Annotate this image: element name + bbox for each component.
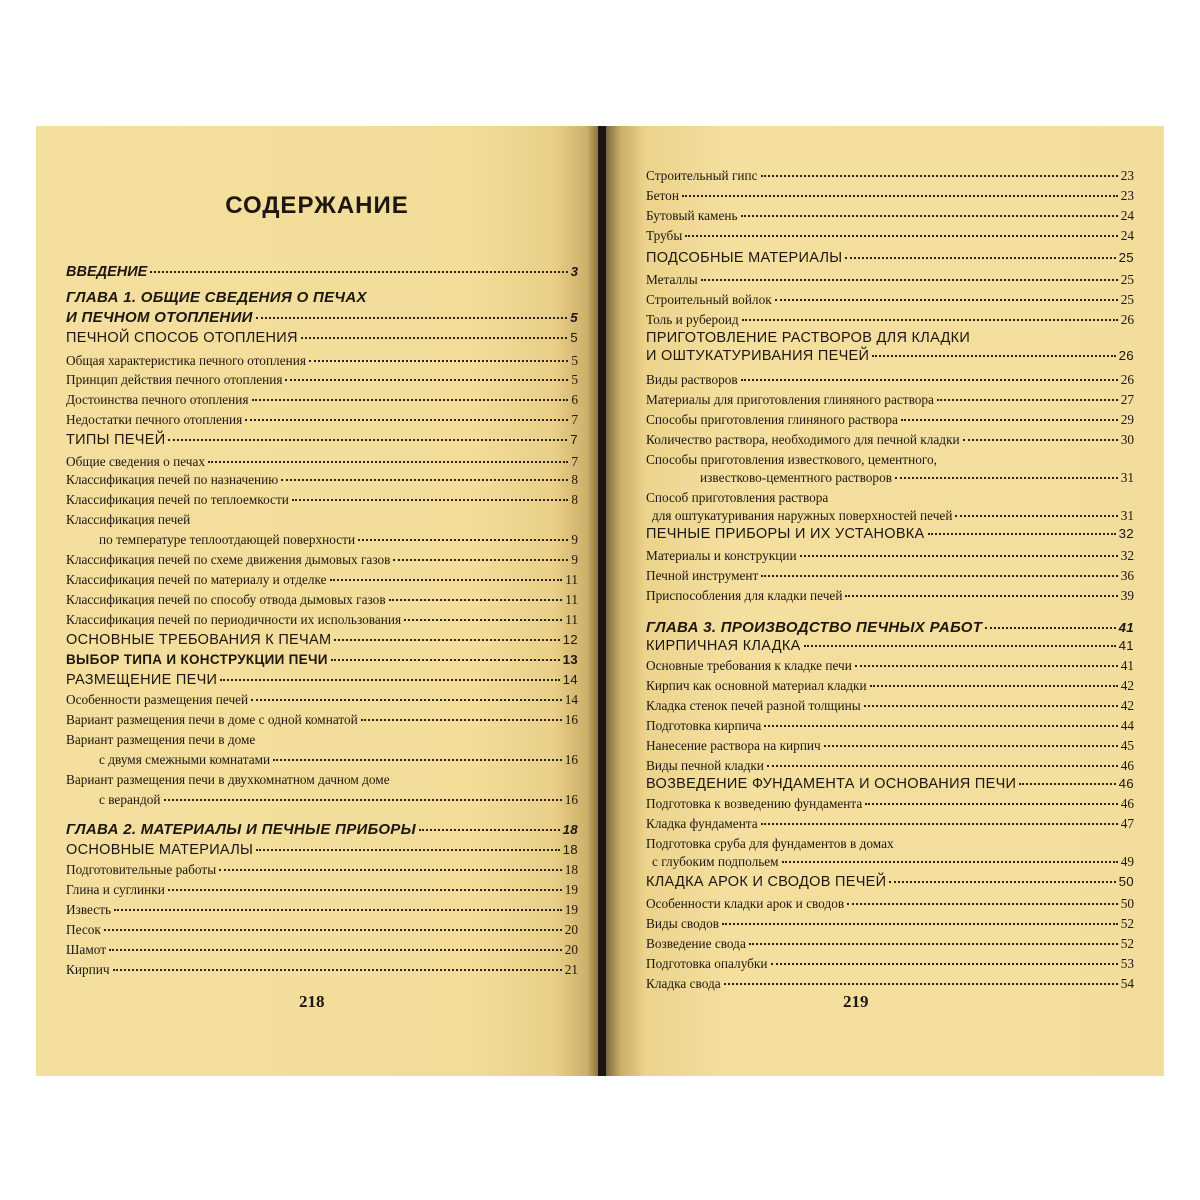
toc-entry-title: И ОШТУКАТУРИВАНИЯ ПЕЧЕЙ [646, 348, 870, 364]
toc-entry-page: 5 [571, 372, 578, 387]
dot-leader [722, 923, 1118, 925]
toc-entry-title: Строительный войлок [646, 292, 772, 307]
dot-leader [252, 399, 569, 401]
toc-entry-title: Виды растворов [646, 372, 738, 387]
toc-entry-title: Материалы и конструкции [646, 548, 797, 563]
toc-entry[interactable] [646, 348, 1134, 364]
toc-entry-page: 50 [1120, 896, 1134, 911]
toc-entry[interactable] [646, 976, 1134, 992]
dot-leader [331, 659, 560, 661]
toc-entry-title: Классификация печей по назначению [66, 472, 279, 487]
toc-entry-page: 24 [1120, 208, 1134, 223]
toc-entry[interactable] [646, 372, 1134, 388]
dot-leader [309, 360, 568, 362]
right-page-number: 219 [843, 992, 869, 1011]
toc-entry[interactable] [66, 712, 578, 728]
toc-entry[interactable] [646, 250, 1134, 266]
toc-entry-line: Способы приготовления известкового, цементного, [646, 452, 937, 467]
dot-leader [285, 379, 568, 381]
toc-entry-page: 31 [1120, 470, 1134, 485]
dot-leader [771, 963, 1118, 965]
toc-entry-page: 8 [571, 472, 578, 487]
dot-leader [855, 665, 1118, 667]
toc-entry-title: Кирпич [66, 962, 110, 977]
toc-entry[interactable] [646, 620, 1134, 636]
toc-entry[interactable] [66, 592, 578, 608]
dot-leader [358, 539, 568, 541]
toc-entry-page: 29 [1120, 412, 1134, 427]
toc-entry-page: 25 [1120, 272, 1134, 287]
dot-leader [889, 881, 1115, 883]
toc-entry[interactable] [646, 758, 1134, 774]
toc-entry-line: Вариант размещения печи в двухкомнатном дачном доме [66, 772, 390, 787]
toc-entry[interactable] [646, 658, 1134, 674]
toc-entry-page: 47 [1120, 816, 1134, 831]
toc-entry-page: 36 [1120, 568, 1134, 583]
toc-entry-title: ПОДСОБНЫЕ МАТЕРИАЛЫ [646, 250, 843, 266]
toc-entry[interactable] [66, 842, 578, 858]
toc-entry[interactable] [646, 526, 1134, 542]
dot-leader [775, 299, 1118, 301]
toc-entry-page: 46 [1120, 758, 1134, 773]
toc-entry[interactable] [652, 508, 1134, 524]
dot-leader [1019, 783, 1115, 785]
toc-entry-title: ГЛАВА 2. МАТЕРИАЛЫ И ПЕЧНЫЕ ПРИБОРЫ [66, 821, 416, 838]
toc-entry-title: Толь и рубероид [646, 312, 739, 327]
toc-entry[interactable] [66, 454, 578, 470]
toc-entry-title: Нанесение раствора на кирпич [646, 738, 821, 753]
toc-entry-title: Классификация печей по теплоемкости [66, 492, 289, 507]
dot-leader [330, 579, 563, 581]
toc-entry-page: 19 [564, 882, 578, 897]
toc-entry-title: Особенности размещения печей [66, 692, 249, 707]
toc-entry-page: 27 [1120, 392, 1134, 407]
toc-entry-title: ГЛАВА 3. ПРОИЗВОДСТВО ПЕЧНЫХ РАБОТ [646, 619, 983, 636]
toc-entry-page: 9 [571, 552, 578, 567]
dot-leader [741, 215, 1118, 217]
toc-entry[interactable] [66, 392, 578, 408]
dot-leader [389, 599, 563, 601]
toc-entry-title: РАЗМЕЩЕНИЕ ПЕЧИ [66, 672, 218, 688]
toc-entry-page: 7 [570, 432, 578, 447]
dot-leader [113, 969, 562, 971]
toc-entry[interactable] [66, 552, 578, 568]
toc-entry[interactable] [646, 738, 1134, 754]
toc-entry[interactable] [646, 208, 1134, 224]
dot-leader [220, 679, 559, 681]
dot-leader [245, 419, 568, 421]
dot-leader [393, 559, 568, 561]
toc-entry-title: Количество раствора, необходимого для печной кладки [646, 432, 960, 447]
toc-entry-page: 25 [1118, 250, 1134, 265]
dot-leader [872, 355, 1115, 357]
toc-entry[interactable] [646, 568, 1134, 584]
dot-leader [901, 419, 1118, 421]
toc-entry-title: Кирпич как основной материал кладки [646, 678, 867, 693]
dot-leader [764, 725, 1117, 727]
toc-entry[interactable] [646, 956, 1134, 972]
dot-leader [845, 595, 1117, 597]
toc-entry-page: 45 [1120, 738, 1134, 753]
toc-entry-title: Классификация печей по способу отвода дымовых газов [66, 592, 386, 607]
toc-entry-page: 49 [1120, 854, 1134, 869]
toc-entry[interactable] [99, 752, 578, 768]
toc-entry[interactable] [646, 412, 1134, 428]
toc-entry-page: 52 [1120, 936, 1134, 951]
toc-entry-page: 18 [562, 842, 578, 857]
toc-entry-page: 54 [1120, 976, 1134, 991]
toc-entry-title: Подготовка опалубки [646, 956, 768, 971]
left-page [36, 126, 598, 1076]
toc-entry-title: КИРПИЧНАЯ КЛАДКА [646, 638, 801, 654]
dot-leader [761, 823, 1118, 825]
toc-entry[interactable] [652, 854, 1134, 870]
toc-entry[interactable] [99, 532, 578, 548]
toc-entry-page: 26 [1120, 372, 1134, 387]
toc-entry-title: Способы приготовления глиняного раствора [646, 412, 898, 427]
dot-leader [742, 319, 1118, 321]
dot-leader [864, 705, 1118, 707]
toc-entry[interactable] [646, 896, 1134, 912]
toc-entry[interactable] [66, 692, 578, 708]
toc-entry[interactable] [646, 796, 1134, 812]
toc-entry-title: Материалы для приготовления глиняного раствора [646, 392, 934, 407]
toc-entry[interactable] [646, 874, 1134, 890]
toc-entry[interactable] [646, 698, 1134, 714]
dot-leader [219, 869, 562, 871]
toc-entry-title: по температуре теплоотдающей поверхности [99, 532, 356, 547]
toc-entry[interactable] [66, 902, 578, 918]
toc-entry-page: 7 [571, 412, 578, 427]
toc-entry-title: ВОЗВЕДЕНИЕ ФУНДАМЕНТА И ОСНОВАНИЯ ПЕЧИ [646, 776, 1017, 792]
toc-entry-page: 32 [1118, 526, 1134, 541]
toc-entry[interactable] [66, 264, 578, 280]
toc-entry[interactable] [66, 492, 578, 508]
toc-entry-title: Глина и суглинки [66, 882, 165, 897]
left-page-number: 218 [299, 992, 325, 1011]
toc-entry[interactable] [66, 310, 578, 326]
toc-entry-title: для оштукатуривания наружных поверхностей печей [652, 508, 953, 523]
toc-entry-title: Кладка свода [646, 976, 721, 991]
toc-entry[interactable] [66, 652, 578, 668]
toc-entry[interactable] [646, 588, 1134, 604]
toc-entry-page: 52 [1120, 916, 1134, 931]
toc-title: СОДЕРЖАНИЕ [225, 192, 409, 219]
toc-entry-page: 12 [562, 632, 578, 647]
toc-entry-page: 5 [570, 310, 578, 325]
dot-leader [292, 499, 568, 501]
toc-entry[interactable] [66, 472, 578, 488]
toc-entry-page: 16 [564, 752, 578, 767]
toc-entry-title: Приспособления для кладки печей [646, 588, 843, 603]
toc-entry-page: 20 [564, 922, 578, 937]
dot-leader [824, 745, 1118, 747]
dot-leader [168, 439, 567, 441]
toc-entry-title: ВЫБОР ТИПА И КОНСТРУКЦИИ ПЕЧИ [66, 652, 328, 667]
toc-entry[interactable] [646, 718, 1134, 734]
toc-entry-title: ОСНОВНЫЕ ТРЕБОВАНИЯ К ПЕЧАМ [66, 632, 332, 648]
toc-entry-title: Возведение свода [646, 936, 746, 951]
toc-entry-page: 21 [564, 962, 578, 977]
toc-entry-title: ПЕЧНОЙ СПОСОБ ОТОПЛЕНИЯ [66, 330, 298, 346]
toc-entry-page: 26 [1120, 312, 1134, 327]
toc-entry[interactable] [646, 292, 1134, 308]
toc-entry-title: Недостатки печного отопления [66, 412, 243, 427]
toc-entry-title: Классификация печей по материалу и отделке [66, 572, 327, 587]
toc-entry-page: 26 [1118, 348, 1134, 363]
toc-entry-page: 3 [570, 264, 578, 279]
dot-leader [281, 479, 568, 481]
dot-leader [208, 461, 568, 463]
dot-leader [741, 379, 1118, 381]
toc-entry[interactable] [646, 638, 1134, 654]
dot-leader [419, 829, 560, 831]
toc-entry-page: 32 [1120, 548, 1134, 563]
toc-entry-title: Строительный гипс [646, 168, 758, 183]
toc-entry-line: Способ приготовления раствора [646, 490, 829, 505]
dot-leader [361, 719, 562, 721]
toc-entry-title: Особенности кладки арок и сводов [646, 896, 845, 911]
toc-entry[interactable] [66, 672, 578, 688]
toc-entry-title: Классификация печей по периодичности их использования [66, 612, 402, 627]
dot-leader [682, 195, 1118, 197]
toc-entry-title: Классификация печей по схеме движения дымовых газов [66, 552, 391, 567]
open-book [36, 126, 1164, 1076]
toc-entry-title: ВВЕДЕНИЕ [66, 264, 148, 280]
dot-leader [164, 799, 562, 801]
toc-entry-title: Вариант размещения печи в доме с одной комнатой [66, 712, 358, 727]
dot-leader [804, 645, 1116, 647]
toc-entry-title: Виды печной кладки [646, 758, 764, 773]
toc-entry-page: 16 [564, 792, 578, 807]
toc-entry[interactable] [646, 916, 1134, 932]
toc-entry-page: 11 [565, 612, 578, 627]
toc-entry[interactable] [66, 882, 578, 898]
toc-entry-title: Шамот [66, 942, 107, 957]
toc-entry-title: КЛАДКА АРОК И СВОДОВ ПЕЧЕЙ [646, 874, 887, 890]
toc-entry[interactable] [646, 392, 1134, 408]
dot-leader [109, 949, 562, 951]
dot-leader [865, 803, 1117, 805]
toc-entry-line: Подготовка сруба для фундаментов в домах [646, 836, 894, 851]
toc-entry-title: Кладка фундамента [646, 816, 758, 831]
dot-leader [273, 759, 562, 761]
toc-entry-page: 14 [564, 692, 578, 707]
toc-entry-title: Подготовка кирпича [646, 718, 762, 733]
toc-entry[interactable] [66, 372, 578, 388]
dot-leader [749, 943, 1118, 945]
toc-entry-page: 23 [1120, 168, 1134, 183]
dot-leader [782, 861, 1118, 863]
toc-entry-page: 41 [1118, 638, 1134, 653]
toc-entry-title: И ПЕЧНОМ ОТОПЛЕНИИ [66, 309, 253, 326]
dot-leader [870, 685, 1118, 687]
toc-entry-page: 41 [1120, 658, 1134, 673]
toc-entry[interactable] [66, 962, 578, 978]
toc-entry-title: Кладка стенок печей разной толщины [646, 698, 861, 713]
toc-entry-title: Принцип действия печного отопления [66, 372, 283, 387]
dot-leader [767, 765, 1118, 767]
toc-entry[interactable] [646, 432, 1134, 448]
toc-entry-page: 6 [571, 392, 578, 407]
toc-entry-page: 31 [1120, 508, 1134, 523]
toc-entry-page: 46 [1120, 796, 1134, 811]
dot-leader [985, 627, 1115, 629]
dot-leader [104, 929, 562, 931]
toc-entry[interactable] [646, 168, 1134, 184]
toc-entry-page: 16 [564, 712, 578, 727]
dot-leader [847, 903, 1118, 905]
toc-entry[interactable] [66, 330, 578, 346]
dot-leader [724, 983, 1118, 985]
toc-entry[interactable] [66, 942, 578, 958]
toc-entry[interactable] [66, 922, 578, 938]
toc-entry-title: известково-цементного растворов [700, 470, 893, 485]
toc-entry-page: 7 [571, 454, 578, 469]
toc-entry[interactable] [646, 936, 1134, 952]
dot-leader [150, 271, 567, 273]
toc-entry-page: 46 [1118, 776, 1134, 791]
toc-entry-page: 8 [571, 492, 578, 507]
toc-entry-page: 50 [1118, 874, 1134, 889]
toc-entry-title: ТИПЫ ПЕЧЕЙ [66, 432, 166, 448]
dot-leader [685, 235, 1117, 237]
toc-entry[interactable] [66, 353, 578, 369]
toc-entry-page: 9 [571, 532, 578, 547]
toc-entry-title: Трубы [646, 228, 683, 243]
toc-entry[interactable] [646, 816, 1134, 832]
toc-entry-page: 23 [1120, 188, 1134, 203]
toc-entry[interactable] [646, 678, 1134, 694]
right-page [606, 126, 1164, 1076]
toc-entry-title: ОСНОВНЫЕ МАТЕРИАЛЫ [66, 842, 254, 858]
toc-entry-page: 11 [565, 572, 578, 587]
dot-leader [301, 337, 568, 339]
toc-entry-title: Бутовый камень [646, 208, 738, 223]
dot-leader [334, 639, 559, 641]
dot-leader [701, 279, 1118, 281]
toc-entry-title: с глубоким подпольем [652, 854, 779, 869]
toc-entry-line: Классификация печей [66, 512, 191, 527]
dot-leader [114, 909, 562, 911]
dot-leader [895, 477, 1118, 479]
toc-entry-page: 18 [562, 822, 578, 837]
dot-leader [761, 575, 1117, 577]
toc-entry[interactable] [646, 272, 1134, 288]
toc-entry[interactable] [99, 792, 578, 808]
toc-entry-page: 39 [1120, 588, 1134, 603]
toc-entry-page: 5 [570, 330, 578, 345]
toc-entry-title: Достоинства печного отопления [66, 392, 249, 407]
dot-leader [251, 699, 562, 701]
toc-entry-page: 42 [1120, 698, 1134, 713]
toc-entry[interactable] [646, 188, 1134, 204]
dot-leader [800, 555, 1118, 557]
toc-entry-title: Подготовительные работы [66, 862, 217, 877]
toc-entry-title: с двумя смежными комнатами [99, 752, 271, 767]
toc-entry[interactable] [66, 612, 578, 628]
toc-entry-title: Общие сведения о печах [66, 454, 206, 469]
dot-leader [937, 399, 1118, 401]
toc-entry[interactable] [66, 432, 578, 448]
toc-entry[interactable] [66, 862, 578, 878]
toc-entry[interactable] [66, 412, 578, 428]
dot-leader [845, 257, 1115, 259]
dot-leader [168, 889, 562, 891]
toc-entry-title: Виды сводов [646, 916, 720, 931]
dot-leader [404, 619, 562, 621]
toc-entry-title: Печной инструмент [646, 568, 759, 583]
toc-entry-page: 41 [1118, 620, 1134, 635]
toc-entry-page: 42 [1120, 678, 1134, 693]
toc-entry[interactable] [646, 312, 1134, 328]
toc-entry-page: 30 [1120, 432, 1134, 447]
toc-entry[interactable] [646, 776, 1134, 792]
toc-entry-line: ПРИГОТОВЛЕНИЕ РАСТВОРОВ ДЛЯ КЛАДКИ [646, 330, 971, 346]
toc-entry[interactable] [66, 572, 578, 588]
dot-leader [256, 317, 568, 319]
toc-entry-title: ПЕЧНЫЕ ПРИБОРЫ И ИХ УСТАНОВКА [646, 526, 925, 542]
dot-leader [928, 533, 1116, 535]
toc-entry-title: Подготовка к возведению фундамента [646, 796, 863, 811]
toc-entry-page: 14 [562, 672, 578, 687]
toc-entry-title: Основные требования к кладке печи [646, 658, 852, 673]
dot-leader [955, 515, 1117, 517]
toc-entry-page: 19 [564, 902, 578, 917]
toc-entry-title: с верандой [99, 792, 161, 807]
toc-entry-title: Известь [66, 902, 112, 917]
toc-entry-page: 24 [1120, 228, 1134, 243]
toc-entry-line: ГЛАВА 1. ОБЩИЕ СВЕДЕНИЯ О ПЕЧАХ [66, 289, 367, 306]
dot-leader [761, 175, 1118, 177]
dot-leader [256, 849, 559, 851]
toc-entry-title: Бетон [646, 188, 679, 203]
toc-entry-line: Вариант размещения печи в доме [66, 732, 256, 747]
dot-leader [963, 439, 1118, 441]
toc-entry-page: 20 [564, 942, 578, 957]
toc-entry-page: 5 [571, 353, 578, 368]
toc-entry-page: 44 [1120, 718, 1134, 733]
toc-entry[interactable] [646, 548, 1134, 564]
toc-entry-page: 25 [1120, 292, 1134, 307]
toc-entry[interactable] [66, 632, 578, 648]
toc-entry-page: 11 [565, 592, 578, 607]
toc-entry-title: Песок [66, 922, 101, 937]
toc-entry[interactable] [700, 470, 1134, 486]
toc-entry-page: 13 [562, 652, 578, 667]
toc-entry[interactable] [66, 822, 578, 838]
toc-entry-page: 18 [564, 862, 578, 877]
toc-entry-title: Металлы [646, 272, 698, 287]
toc-entry[interactable] [646, 228, 1134, 244]
toc-entry-page: 53 [1120, 956, 1134, 971]
toc-entry-title: Общая характеристика печного отопления [66, 353, 306, 368]
